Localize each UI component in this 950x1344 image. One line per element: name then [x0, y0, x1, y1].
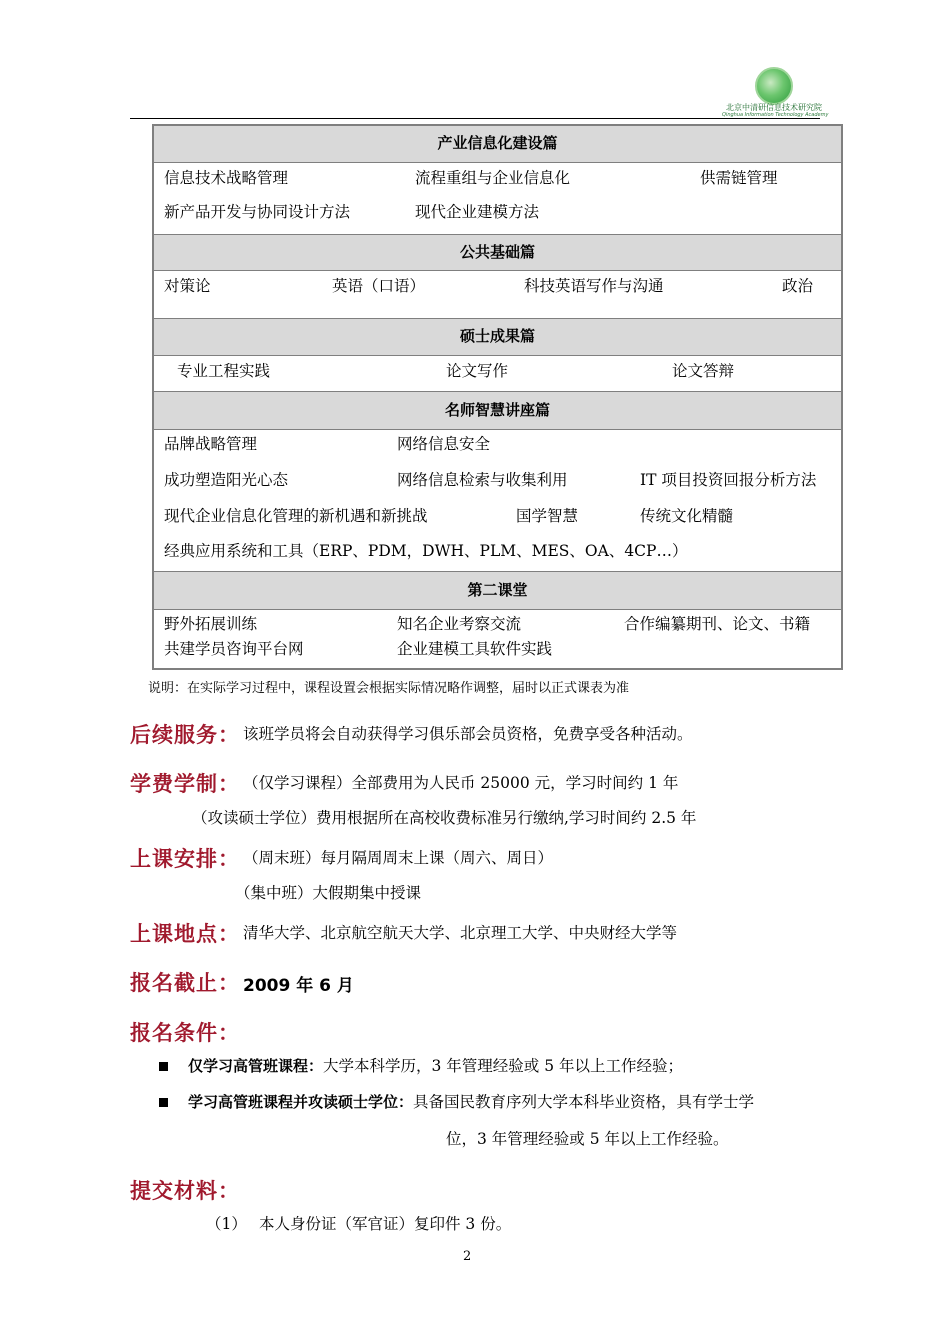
section-body — [154, 356, 841, 392]
schedule-label: 上课安排： — [130, 846, 240, 871]
section-header: 硕士成果篇 — [154, 319, 841, 356]
schedule-line-2: （集中班）大假期集中授课 — [235, 884, 422, 902]
tuition-label: 学费学制： — [130, 771, 240, 796]
course-item: 英语（口语） — [332, 277, 426, 295]
condition-item — [188, 1092, 754, 1112]
location-text: 清华大学、北京航空航天大学、北京理工大学、中央财经大学等 — [243, 924, 678, 942]
section-header: 公共基础篇 — [154, 235, 841, 271]
course-item: 国学智慧 — [516, 507, 579, 525]
tuition-line-2: （攻读硕士学位）费用根据所在高校收费标准另行缴纳,学习时间约 2.5 年 — [192, 809, 697, 827]
course-item: 专业工程实践 — [177, 362, 271, 380]
course-item: 共建学员咨询平台网 — [164, 640, 304, 658]
follow-up-label: 后续服务： — [130, 722, 240, 747]
course-item: 经典应用系统和工具（ERP、PDM，DWH、PLM、MES、OA、4CP…） — [164, 542, 688, 560]
course-item: 知名企业考察交流 — [397, 615, 522, 633]
materials-label: 提交材料： — [130, 1178, 240, 1203]
course-item: 网络信息安全 — [397, 435, 491, 453]
section-body — [154, 430, 841, 572]
logo-text: 北京中清研信息技术研究院 — [726, 103, 822, 112]
course-item: IT 项目投资回报分析方法 — [640, 471, 817, 489]
course-item: 合作编纂期刊、论文、书籍 — [624, 615, 811, 633]
section-header: 第二课堂 — [154, 572, 841, 610]
course-item: 新产品开发与协同设计方法 — [164, 203, 351, 221]
course-item: 现代企业信息化管理的新机遇和新挑战 — [164, 507, 428, 525]
bullet-icon — [159, 1062, 168, 1071]
logo-subtext: Qinghua Information Technology Academy — [722, 112, 829, 118]
course-item: 野外拓展训练 — [164, 615, 258, 633]
course-item: 流程重组与企业信息化 — [415, 169, 571, 187]
section-header: 产业信息化建设篇 — [154, 126, 841, 163]
condition-text: 大学本科学历，3 年管理经验或 5 年以上工作经验； — [323, 1057, 684, 1075]
bullet-icon — [159, 1098, 168, 1107]
follow-up-text: 该班学员将会自动获得学习俱乐部会员资格，免费享受各种活动。 — [243, 725, 693, 743]
condition-text-continued: 位，3 年管理经验或 5 年以上工作经验。 — [446, 1130, 729, 1148]
table-note: 说明：在实际学习过程中，课程设置会根据实际情况略作调整，届时以正式课表为准 — [148, 681, 630, 696]
course-item: 成功塑造阳光心态 — [164, 471, 289, 489]
condition-item — [188, 1056, 683, 1076]
course-item: 对策论 — [164, 277, 211, 295]
course-item: 企业建模工具软件实践 — [397, 640, 553, 658]
section-body — [154, 610, 841, 668]
deadline-text: 2009 年 6 月 — [243, 976, 354, 996]
schedule-line-1: （周末班）每月隔周周末上课（周六、周日） — [243, 849, 554, 867]
tuition-line-1: （仅学习课程）全部费用为人民币 25000 元，学习时间约 1 年 — [243, 774, 679, 792]
course-item: 传统文化精髓 — [640, 507, 734, 525]
section-body — [154, 271, 841, 319]
course-table — [152, 124, 843, 670]
course-item: 信息技术战略管理 — [164, 169, 289, 187]
course-item: 论文答辩 — [672, 362, 735, 380]
course-item: 网络信息检索与收集利用 — [397, 471, 568, 489]
condition-text: 具备国民教育序列大学本科毕业资格，具有学士学 — [413, 1093, 755, 1111]
material-item-text: 本人身份证（军官证）复印件 3 份。 — [259, 1215, 512, 1233]
section-body — [154, 163, 841, 235]
course-item: 品牌战略管理 — [164, 435, 258, 453]
header-divider — [130, 118, 820, 119]
course-item: 科技英语写作与沟通 — [524, 277, 664, 295]
location-label: 上课地点： — [130, 921, 240, 946]
deadline-label: 报名截止： — [130, 970, 240, 995]
course-item: 供需链管理 — [700, 169, 778, 187]
course-item: 政治 — [782, 277, 814, 295]
conditions-label: 报名条件： — [130, 1020, 240, 1045]
course-item: 论文写作 — [446, 362, 509, 380]
page-number: 2 — [463, 1249, 472, 1264]
condition-bold: 学习高管班课程并攻读硕士学位： — [188, 1093, 414, 1111]
course-item: 现代企业建模方法 — [415, 203, 540, 221]
institute-logo-icon — [755, 67, 793, 105]
section-header: 名师智慧讲座篇 — [154, 392, 841, 430]
condition-bold: 仅学习高管班课程： — [188, 1057, 324, 1075]
material-item-number: （1） — [206, 1215, 247, 1233]
